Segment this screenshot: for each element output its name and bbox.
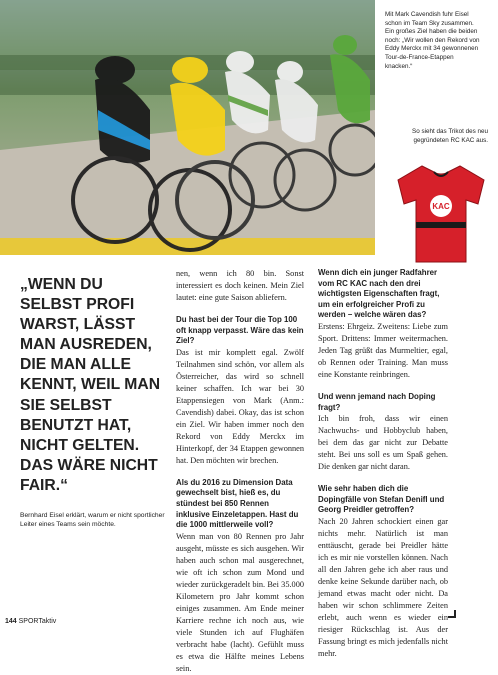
end-mark-icon	[448, 605, 456, 613]
page-number: 144	[5, 618, 17, 625]
interview-question: Als du 2016 zu Dimension Data gewechselt bist, hieß es, du stündest bei 850 Rennen inklusive Einzeletappen. Hast du die 1000 mittlerweile voll?	[176, 477, 299, 530]
paragraph: nen, wenn ich 80 bin. Sonst interessiert es doch keinen. Mein Ziel lautet: eine gute Saison abliefern.	[176, 269, 304, 302]
photo-caption: Mit Mark Cavendish fuhr Eisel schon im Team Sky zusammen. Ein großes Ziel haben die beiden noch: „Wir wollen den Rekord von Eddy Merckx mit 34 gewonnenen Tour-de-France-Etappen knacken.“	[385, 11, 480, 70]
cycling-photo	[0, 0, 375, 255]
interview-question: Wenn dich ein junger Radfahrer vom RC KAC nach den drei wichtigsten Eigenschaften fragt, um ein erfolgreicher Profi zu werden – welche wären das?	[318, 268, 440, 320]
article-column-2	[176, 268, 304, 675]
paragraph: Wenn man von 80 Rennen pro Jahr ausgeht, müsste es sich ausgehen. Wir haben auch schon mal ausgerechnet, wie oft ich schon zum Mond und wieder zurückgeradelt bin. Bei 35.000 Kilometern pro Jahr kommt schon einiges zusammen. Am Ende meiner Karriere rechne ich noch aus, wie viele Stunden ich auf Flughäfen verbracht habe (lacht). Gefühlt muss es etwa die Hälfte meines Lebens sein.	[176, 531, 304, 673]
pull-quote-caption: Bernhard Eisel erklärt, warum er nicht sportlicher Leiter eines Teams sein möchte.	[20, 512, 165, 528]
page-footer	[5, 618, 56, 625]
paragraph: Das ist mir komplett egal. Zwölf Teilnahmen sind schön, vor allem als Österreicher, das wird so schnell keiner schaffen. Ich war bei 30 Etappensiegen von Mark (Anm.: Cavendish) dabei. Okay, das ist schon ein Ziel. Wir haben immer noch den Rekord von Eddy Merckx im Hinterkopf, der 34 Etappen gewonnen hat. Den möchten wir brechen.	[176, 347, 304, 465]
pull-quote: „WENN DU SELBST PROFI WARST, LÄSST MAN AUSREDEN, DIE MAN ALLE KENNT, WEIL MAN SIE SELBST BENUTZT HAT, NICHT GELTEN. DAS WÄRE NICHT FAIR.“	[20, 276, 161, 494]
interview-question: Wie sehr haben dich die Dopingfälle von Stefan Denifl und Georg Preidler getroffen?	[318, 484, 445, 515]
article-column-3	[318, 268, 448, 660]
jersey-caption: So sieht das Trikot des neu gegründeten RC KAC aus.	[412, 128, 488, 144]
interview-question: Du hast bei der Tour die Top 100 oft knapp verpasst. Wäre das kein Ziel?	[176, 315, 304, 346]
jersey-image	[392, 162, 490, 266]
jersey-logo: KAC	[432, 202, 450, 211]
paragraph: Nach 20 Jahren schockiert einen gar nichts mehr. Natürlich ist man enttäuscht, gerade bei Preidler hätte ich es mir nie vorstellen können. Nach all den Jahren gehe ich aber raus und denke keine Sekunde darüber nach, ob jemand etwas macht oder nicht. Da haben wir schon schlimmere Zeiten erlebt, auch wenn es wieder ein riesiger Rückschlag ist. Aus der Fassung bringt es mich jedenfalls nicht mehr.	[318, 516, 448, 658]
paragraph: Ich bin froh, dass wir einen Nachwuchs- und Hobbyclub haben, bei dem das gar nicht zur Debatte steht. Bei uns soll es um Spaß gehen. Die denken gar nicht daran.	[318, 414, 448, 472]
paragraph: Erstens: Ehrgeiz. Zweitens: Liebe zum Sport. Drittens: Immer weitermachen. Jeden Tag grüßt das Murmeltier, egal, ob Rennen oder Training. Man muss eine Konstante reinbringen.	[318, 321, 448, 379]
magazine-name: SPORTaktiv	[18, 618, 57, 625]
interview-question: Und wenn jemand nach Doping fragt?	[318, 391, 436, 412]
